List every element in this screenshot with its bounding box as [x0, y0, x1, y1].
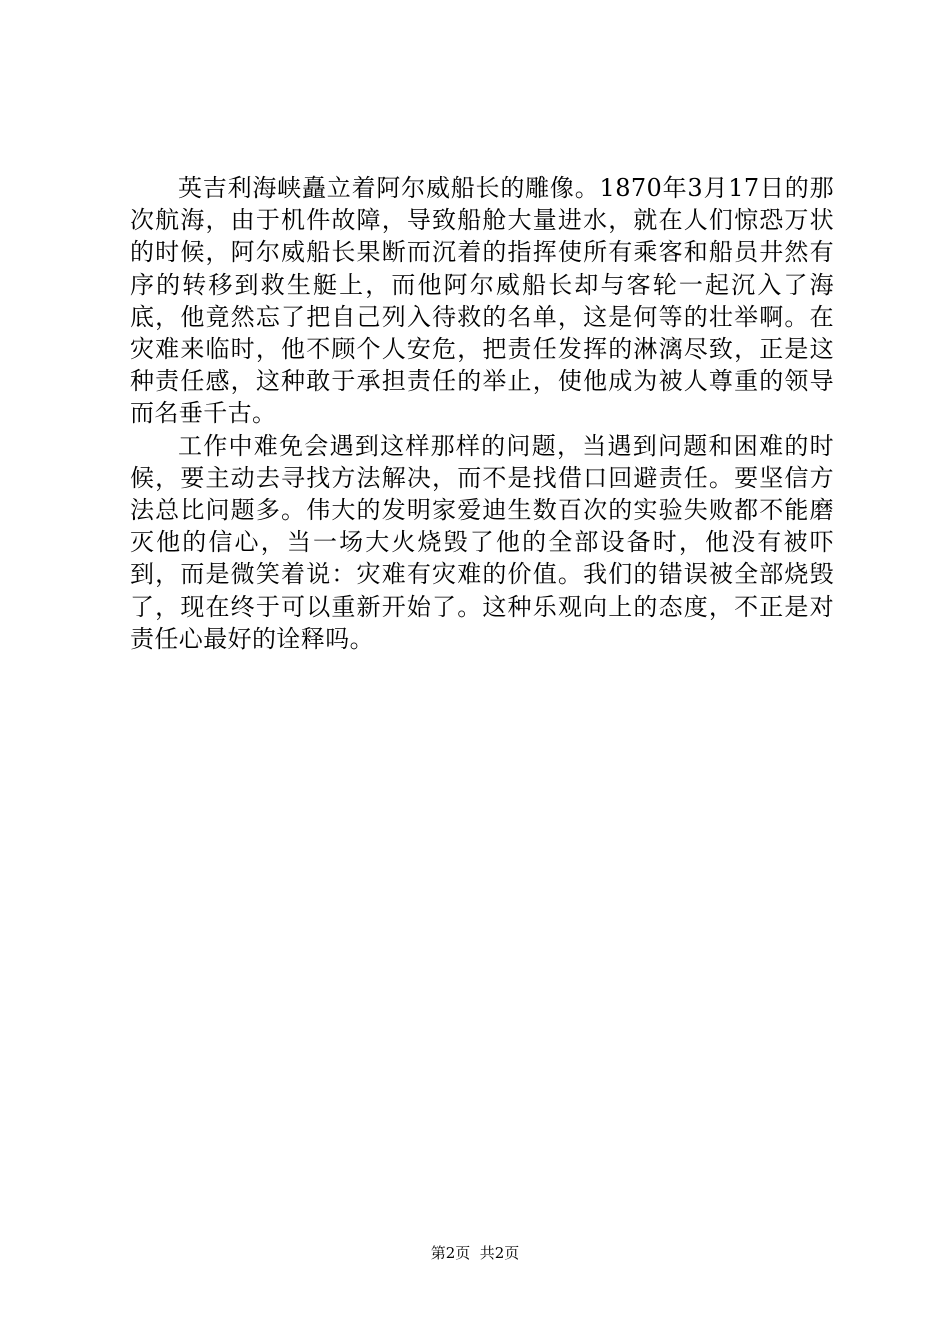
page-footer: 第2页 共2页 — [430, 1244, 520, 1262]
document-body — [130, 172, 834, 655]
paragraph-edison: 工作中难免会遇到这样那样的问题，当遇到问题和困难的时候，要主动去寻找方法解决，而不是找借口回避责任。要坚信方法总比问题多。伟大的发明家爱迪生数百次的实验失败都不能磨灭他的信心，当一场大火烧毁了他的全部设备时，他没有被吓到，而是微笑着说：灾难有灾难的价值。我们的错误被全部烧毁了，现在终于可以重新开始了。这种乐观向上的态度，不正是对责任心最好的诠释吗。 — [130, 431, 834, 653]
paragraph-captain-arwei: 英吉利海峡矗立着阿尔威船长的雕像。1870年3月17日的那次航海，由于机件故障，导致船舱大量进水，就在人们惊恐万状的时候，阿尔威船长果断而沉着的指挥使所有乘客和船员井然有序的转移到救生艇上，而他阿尔威船长却与客轮一起沉入了海底，他竟然忘了把自己列入待救的名单，这是何等的壮举啊。在灾难来临时，他不顾个人安危，把责任发挥的淋漓尽致，正是这种责任感，这种敢于承担责任的举止，使他成为被人尊重的领导而名垂千古。 — [130, 174, 834, 428]
